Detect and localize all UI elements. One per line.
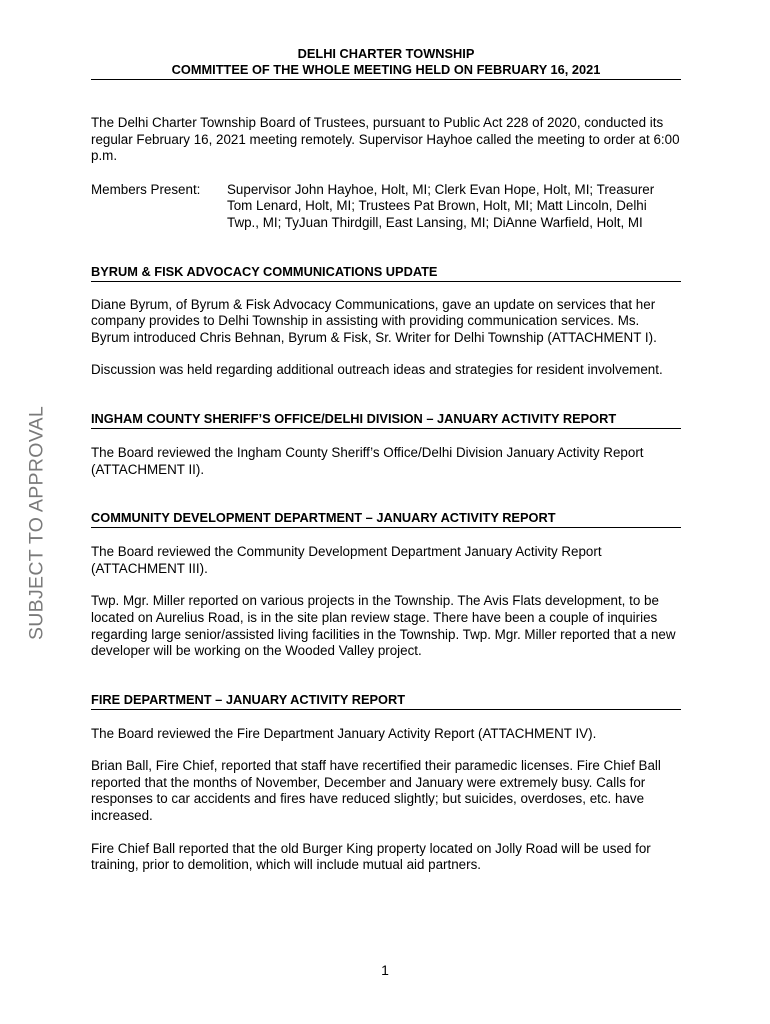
document-title: DELHI CHARTER TOWNSHIP: [297, 46, 475, 61]
members-present: [91, 182, 681, 232]
section-heading-community: COMMUNITY DEVELOPMENT DEPARTMENT – JANUARY ACTIVITY REPORT: [91, 510, 681, 528]
section-heading-sheriff: INGHAM COUNTY SHERIFF’S OFFICE/DELHI DIVISION – JANUARY ACTIVITY REPORT: [91, 411, 681, 429]
byrum-paragraph-2: Discussion was held regarding additional outreach ideas and strategies for resident involvement.: [91, 362, 663, 378]
watermark-subject-to-approval: SUBJECT TO APPROVAL: [25, 405, 48, 641]
community-paragraph-1: The Board reviewed the Community Development Department January Activity Report (ATTACHMENT III).: [91, 544, 602, 576]
document-subtitle: COMMITTEE OF THE WHOLE MEETING HELD ON FEBRUARY 16, 2021: [91, 62, 681, 80]
community-paragraph-2: Twp. Mgr. Miller reported on various projects in the Township. The Avis Flats development, to be located on Aurelius Road, is in the site plan review stage. There have been a couple of inquiries regarding large senior/assisted living facilities in the Township. Twp. Mgr. Miller reported that a new developer will be working on the Wooded Valley project.: [91, 593, 676, 659]
byrum-paragraph-1: Diane Byrum, of Byrum & Fisk Advocacy Communications, gave an update on services that her company provides to Delhi Township in assisting with providing communication services. Ms. Byrum introduced Chris Behnan, Byrum & Fisk, Sr. Writer for Delhi Township (ATTACHMENT I).: [91, 296, 657, 345]
fire-paragraph-3: Fire Chief Ball reported that the old Burger King property located on Jolly Road will be used for training, prior to demolition, which will include mutual aid partners.: [91, 840, 651, 873]
page-number: 1: [381, 962, 389, 978]
section-heading-fire: FIRE DEPARTMENT – JANUARY ACTIVITY REPORT: [91, 692, 681, 710]
sheriff-paragraph-1: The Board reviewed the Ingham County Sheriff’s Office/Delhi Division January Activity Report (ATTACHMENT II).: [91, 444, 644, 477]
section-heading-byrum: BYRUM & FISK ADVOCACY COMMUNICATIONS UPDATE: [91, 264, 681, 282]
fire-paragraph-2: Brian Ball, Fire Chief, reported that staff have recertified their paramedic licenses. Fire Chief Ball reported that the months of November, December and January were extremely busy. Calls for responses to car accidents and fires have reduced slightly; but suicides, overdoses, etc. have increased.: [91, 758, 661, 824]
members-label: Members Present:: [91, 181, 201, 197]
members-list: Supervisor John Hayhoe, Holt, MI; Clerk Evan Hope, Holt, MI; Treasurer Tom Lenard, Holt, MI; Trustees Pat Brown, Holt, MI; Matt Lincoln, Delhi Twp., MI; TyJuan Thirdgill, East Lansing, MI; DiAnne Warfield, Holt, MI: [227, 181, 655, 230]
minutes-page: [91, 46, 681, 874]
intro-paragraph: The Delhi Charter Township Board of Trustees, pursuant to Public Act 228 of 2020, conducted its regular February 16, 2021 meeting remotely. Supervisor Hayhoe called the meeting to order at 6:00 p.m.: [91, 115, 680, 164]
fire-paragraph-1: The Board reviewed the Fire Department January Activity Report (ATTACHMENT IV).: [91, 725, 597, 741]
